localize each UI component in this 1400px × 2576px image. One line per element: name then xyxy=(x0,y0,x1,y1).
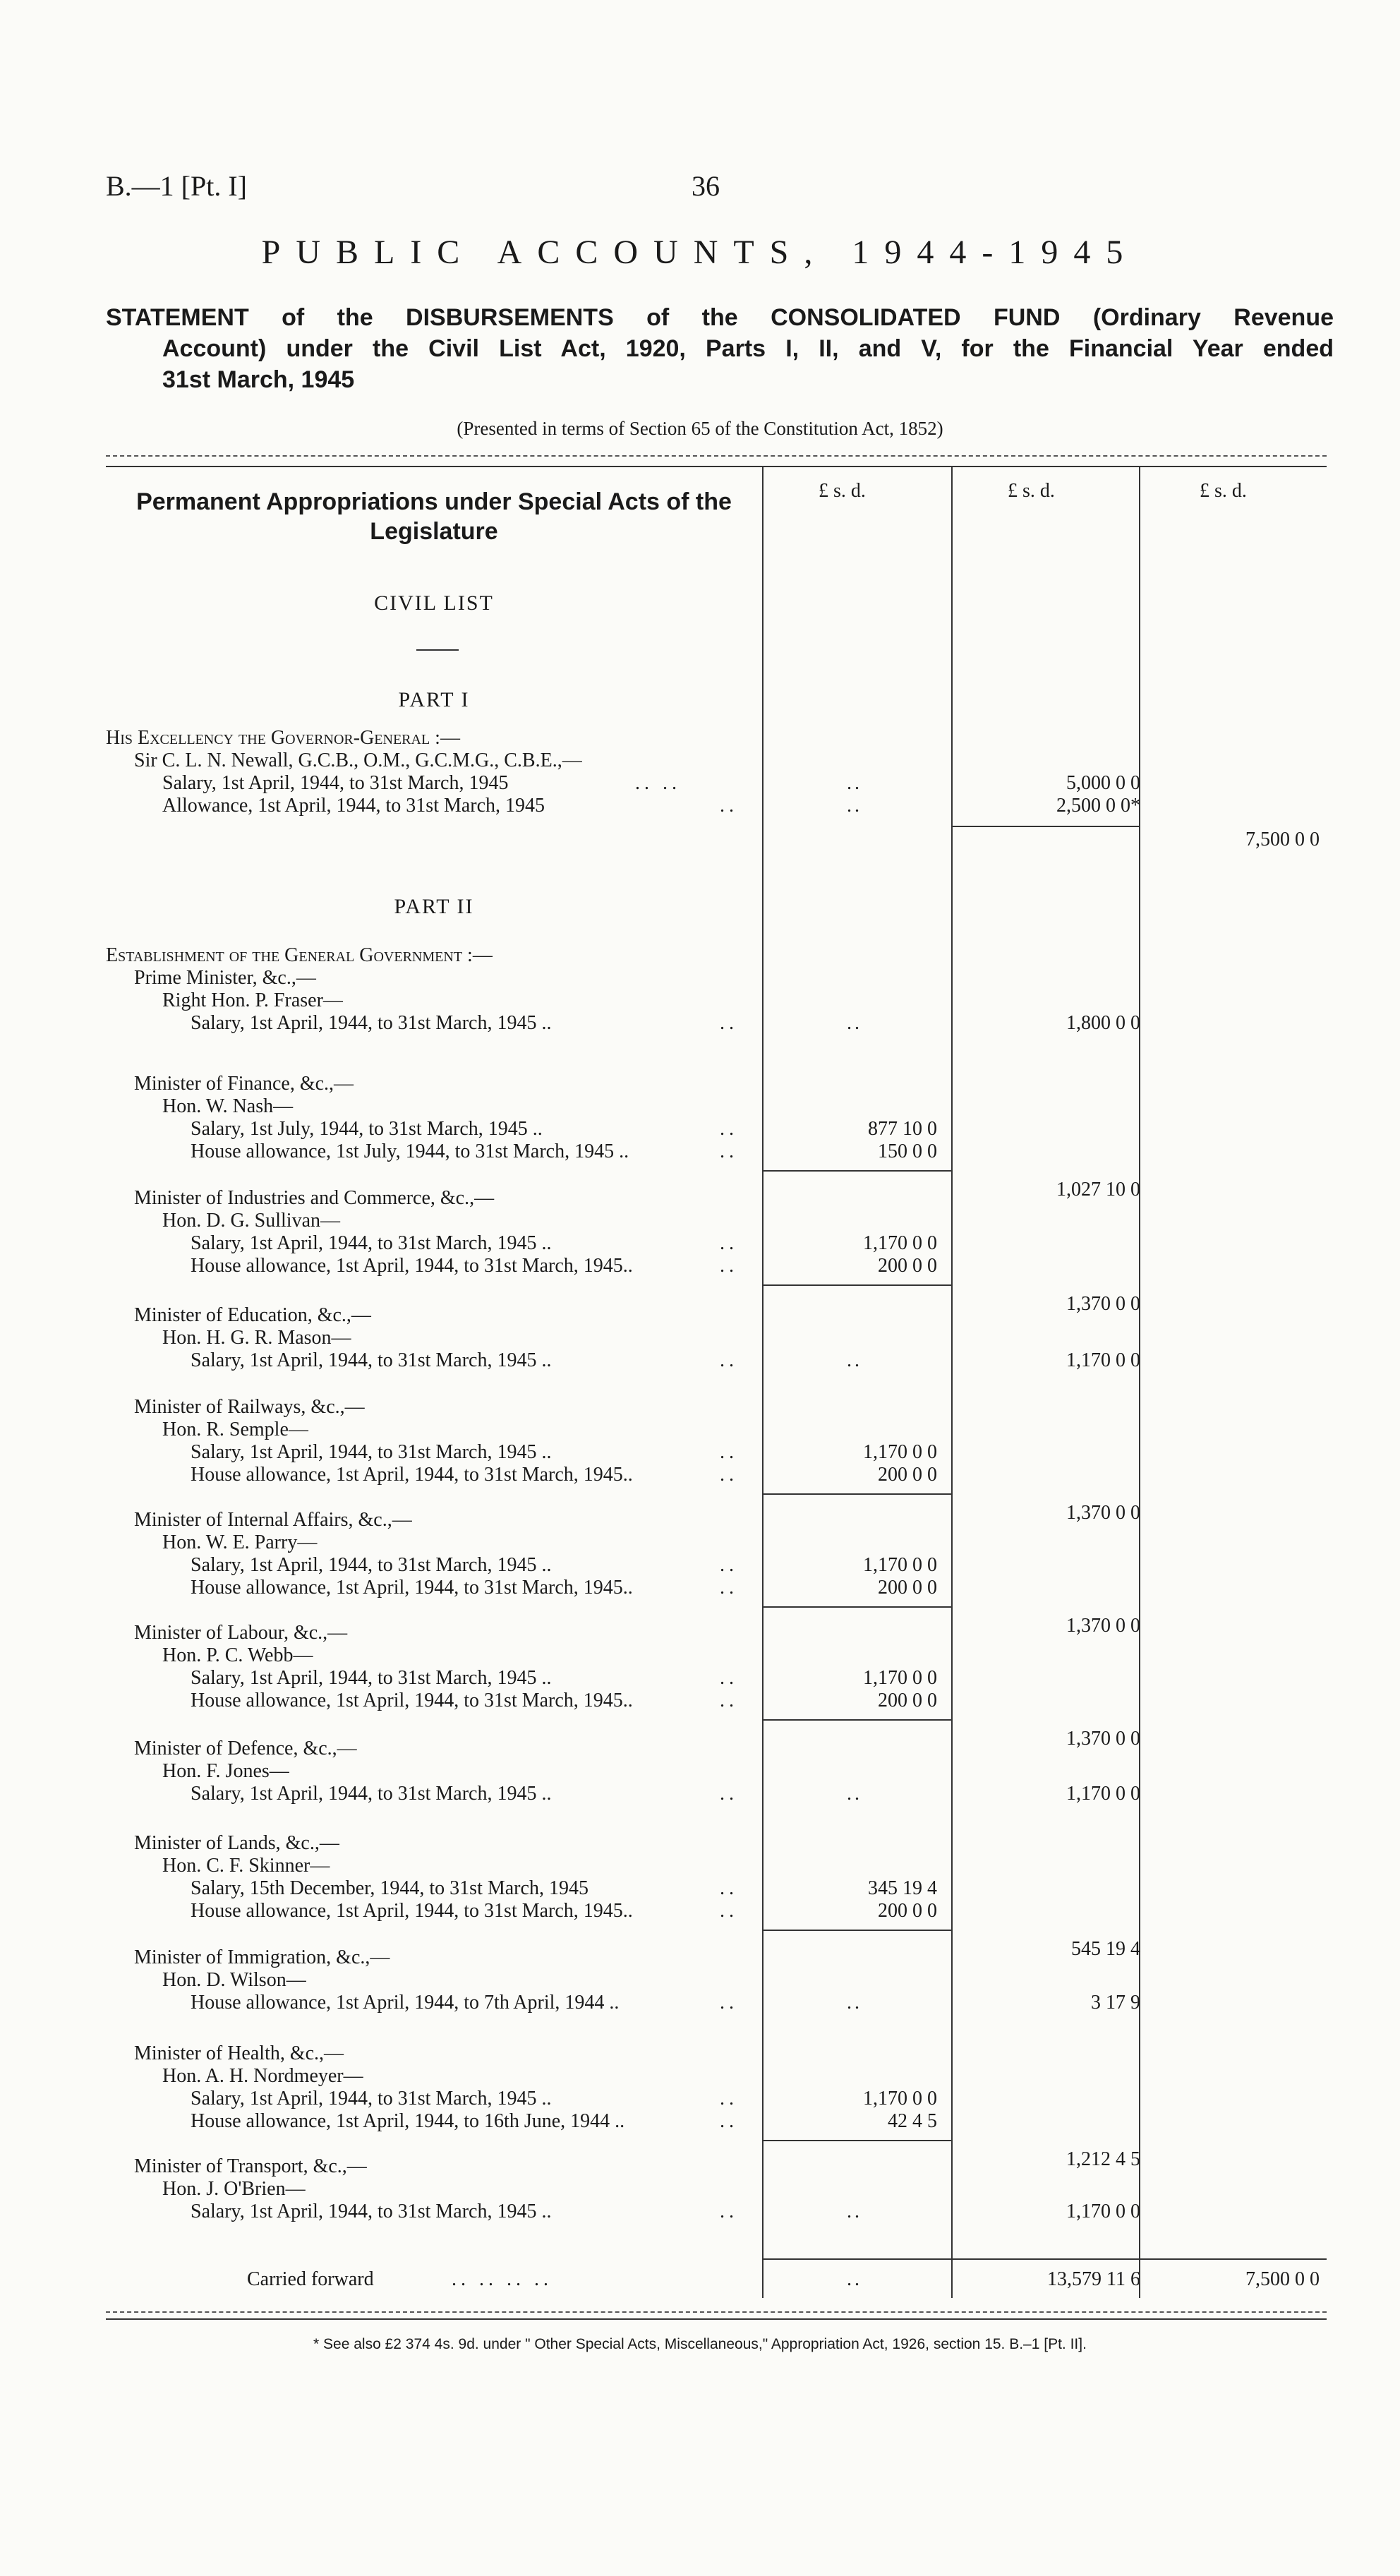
minister-office: Minister of Defence, &c.,— xyxy=(134,1738,357,1759)
leader-dots: .. xyxy=(720,2110,738,2132)
document-code: B.—1 [Pt. I] xyxy=(106,170,247,202)
column-divider xyxy=(762,2258,764,2298)
minister-office: Minister of Lands, &c.,— xyxy=(134,1832,339,1854)
minister-total: 1,370 0 0 xyxy=(1066,1728,1140,1750)
section-title: CIVIL LIST xyxy=(374,591,494,615)
minister-office: Prime Minister, &c.,— xyxy=(134,967,316,989)
item-amount: 200 0 0 xyxy=(878,1255,937,1277)
payment-description: House allowance, 1st April, 1944, to 16th June, 1944 .. xyxy=(191,2110,625,2132)
part-1-line-1: Salary, 1st April, 1944, to 31st March, 1945 xyxy=(162,772,509,794)
item-amount: 200 0 0 xyxy=(878,1577,937,1599)
section-rule xyxy=(416,649,459,651)
minister-total: 545 19 4 xyxy=(1071,1938,1140,1960)
payment-description: House allowance, 1st April, 1944, to 31st March, 1945.. xyxy=(191,1690,633,1711)
nil-marker: .. xyxy=(847,795,862,817)
payment-description: Salary, 1st April, 1944, to 31st March, 1945 .. xyxy=(191,2201,552,2222)
minister-office: Minister of Industries and Commerce, &c.,— xyxy=(134,1187,495,1209)
table-heading: Permanent Appropriations under Special Acts of the Legislature xyxy=(136,488,732,545)
minister-total: 3 17 9 xyxy=(1091,1992,1140,2014)
payment-description: Salary, 1st April, 1944, to 31st March, 1945 .. xyxy=(191,1783,552,1805)
item-amount: 1,170 0 0 xyxy=(863,1667,937,1689)
minister-name: Hon. J. O'Brien— xyxy=(162,2178,306,2200)
leader-dots: .. xyxy=(720,2088,738,2109)
leader-dots: .. .. xyxy=(635,772,681,794)
payment-description: House allowance, 1st April, 1944, to 31st March, 1945.. xyxy=(191,1464,633,1486)
table-bottom-rule-solid xyxy=(106,2318,1327,2320)
nil-marker: .. xyxy=(847,772,862,794)
minister-name: Hon. R. Semple— xyxy=(162,1419,308,1440)
item-amount: 200 0 0 xyxy=(878,1464,937,1486)
column-header-1: £ s. d. xyxy=(819,480,866,502)
minister-office: Minister of Immigration, &c.,— xyxy=(134,1946,390,1968)
minister-total: 1,370 0 0 xyxy=(1066,1502,1140,1524)
minister-name: Hon. D. G. Sullivan— xyxy=(162,1210,340,1232)
leader-dots: .. .. .. .. xyxy=(452,2268,553,2290)
minister-name: Hon. D. Wilson— xyxy=(162,1969,306,1991)
payment-description: House allowance, 1st April, 1944, to 31st March, 1945.. xyxy=(191,1900,633,1922)
item-amount: 877 10 0 xyxy=(868,1118,937,1140)
subtotal-rule xyxy=(762,1719,951,1721)
column-header-2: £ s. d. xyxy=(1008,480,1055,502)
leader-dots: .. xyxy=(720,1877,738,1899)
item-amount: 150 0 0 xyxy=(878,1140,937,1162)
subtotal-rule xyxy=(951,826,1139,827)
subtotal-rule xyxy=(762,1606,951,1608)
minister-total: 1,212 4 5 xyxy=(1066,2148,1140,2170)
minister-name: Hon. F. Jones— xyxy=(162,1760,289,1782)
subtotal-rule xyxy=(762,1284,951,1286)
item-amount: 200 0 0 xyxy=(878,1690,937,1711)
leader-dots: .. xyxy=(720,1349,738,1371)
footnote: * See also £2 374 4s. 9d. under " Other Special Acts, Miscellaneous," Appropriation Act, 1926, section 15. B.–1 [Pt. II]. xyxy=(313,2336,1087,2352)
leader-dots: .. xyxy=(720,1577,738,1599)
payment-description: House allowance, 1st April, 1944, to 7th April, 1944 .. xyxy=(191,1992,620,2014)
minister-name: Right Hon. P. Fraser— xyxy=(162,989,343,1011)
part-1-group: His Excellency the Governor-General :— xyxy=(106,727,460,749)
minister-name: Hon. C. F. Skinner— xyxy=(162,1855,330,1877)
table-bottom-rule xyxy=(106,2311,1327,2313)
item-amount: 42 4 5 xyxy=(888,2110,937,2132)
nil-marker: .. xyxy=(847,1783,862,1805)
minister-office: Minister of Labour, &c.,— xyxy=(134,1622,348,1644)
minister-total: 1,370 0 0 xyxy=(1066,1615,1140,1637)
minister-name: Hon. H. G. R. Mason— xyxy=(162,1327,351,1349)
payment-description: House allowance, 1st July, 1944, to 31st March, 1945 .. xyxy=(191,1140,629,1162)
payment-description: Salary, 1st April, 1944, to 31st March, 1945 .. xyxy=(191,2088,552,2109)
statement-line-1: STATEMENT of the DISBURSEMENTS of the CONSOLIDATED FUND (Ordinary Revenue xyxy=(106,304,1334,331)
table-top-rule xyxy=(106,455,1327,457)
statement-heading xyxy=(106,302,1334,395)
part-1-line-2: Allowance, 1st April, 1944, to 31st March, 1945 xyxy=(162,795,545,817)
part-1-title: PART I xyxy=(398,688,470,711)
payment-description: House allowance, 1st April, 1944, to 31st March, 1945.. xyxy=(191,1577,633,1599)
payment-description: Salary, 1st April, 1944, to 31st March, 1945 .. xyxy=(191,1667,552,1689)
leader-dots: .. xyxy=(720,1255,738,1277)
leader-dots: .. xyxy=(720,1464,738,1486)
leader-dots: .. xyxy=(720,1118,738,1140)
leader-dots: .. xyxy=(720,2201,738,2222)
carried-forward-col-2: 13,579 11 6 xyxy=(1047,2268,1140,2290)
part-1-person: Sir C. L. N. Newall, G.C.B., O.M., G.C.M.G., C.B.E.,— xyxy=(134,750,582,771)
minister-office: Minister of Education, &c.,— xyxy=(134,1304,371,1326)
nil-marker: .. xyxy=(847,1992,862,2014)
payment-description: Salary, 1st July, 1944, to 31st March, 1945 .. xyxy=(191,1118,543,1140)
minister-total: 1,170 0 0 xyxy=(1066,1783,1140,1805)
part-1-amount-1: 5,000 0 0 xyxy=(1066,772,1140,794)
minister-office: Minister of Railways, &c.,— xyxy=(134,1396,365,1418)
nil-marker: .. xyxy=(847,1012,862,1034)
payment-description: Salary, 1st April, 1944, to 31st March, 1945 .. xyxy=(191,1349,552,1371)
leader-dots: .. xyxy=(720,1140,738,1162)
payment-description: Salary, 1st April, 1944, to 31st March, 1945 .. xyxy=(191,1012,552,1034)
part-1-amount-2: 2,500 0 0* xyxy=(1056,795,1140,817)
leader-dots: .. xyxy=(720,1232,738,1254)
leader-dots: .. xyxy=(720,795,738,817)
column-divider xyxy=(1139,2258,1140,2298)
minister-office: Minister of Internal Affairs, &c.,— xyxy=(134,1509,412,1531)
carried-forward-col-1: .. xyxy=(847,2268,862,2290)
payment-description: Salary, 1st April, 1944, to 31st March, 1945 .. xyxy=(191,1232,552,1254)
minister-name: Hon. P. C. Webb— xyxy=(162,1644,313,1666)
minister-name: Hon. W. Nash— xyxy=(162,1095,294,1117)
payment-description: Salary, 1st April, 1944, to 31st March, 1945 .. xyxy=(191,1441,552,1463)
column-divider-1 xyxy=(762,466,764,2258)
leader-dots: .. xyxy=(720,1992,738,2014)
presented-note: (Presented in terms of Section 65 of the Constitution Act, 1852) xyxy=(457,418,943,439)
leader-dots: .. xyxy=(720,1690,738,1711)
minister-total: 1,170 0 0 xyxy=(1066,1349,1140,1371)
leader-dots: .. xyxy=(720,1667,738,1689)
column-header-3: £ s. d. xyxy=(1200,480,1247,502)
subtotal-rule xyxy=(762,2140,951,2141)
item-amount: 345 19 4 xyxy=(868,1877,937,1899)
carried-forward-col-3: 7,500 0 0 xyxy=(1245,2268,1320,2290)
column-divider-2 xyxy=(951,466,953,2258)
leader-dots: .. xyxy=(720,1441,738,1463)
subtotal-rule xyxy=(762,1930,951,1931)
table-top-rule-solid xyxy=(106,466,1327,467)
part-2-group: Establishment of the General Government :— xyxy=(106,944,493,966)
payment-description: House allowance, 1st April, 1944, to 31st March, 1945.. xyxy=(191,1255,633,1277)
column-divider xyxy=(951,2258,953,2298)
nil-marker: .. xyxy=(847,1349,862,1371)
subtotal-rule xyxy=(762,1170,951,1172)
item-amount: 1,170 0 0 xyxy=(863,1441,937,1463)
minister-name: Hon. A. H. Nordmeyer— xyxy=(162,2065,363,2087)
nil-marker: .. xyxy=(847,2201,862,2222)
statement-line-3: 31st March, 1945 xyxy=(162,366,355,393)
minister-office: Minister of Finance, &c.,— xyxy=(134,1073,354,1095)
subtotal-rule xyxy=(762,1493,951,1495)
minister-total: 1,370 0 0 xyxy=(1066,1293,1140,1315)
page-number: 36 xyxy=(692,170,720,202)
part-2-title: PART II xyxy=(394,895,474,918)
leader-dots: .. xyxy=(720,1900,738,1922)
minister-total: 1,800 0 0 xyxy=(1066,1012,1140,1034)
item-amount: 200 0 0 xyxy=(878,1900,937,1922)
item-amount: 1,170 0 0 xyxy=(863,1232,937,1254)
page-title: PUBLIC ACCOUNTS, 1944-1945 xyxy=(261,234,1139,271)
item-amount: 1,170 0 0 xyxy=(863,2088,937,2109)
minister-total: 1,027 10 0 xyxy=(1056,1179,1140,1200)
leader-dots: .. xyxy=(720,1783,738,1805)
payment-description: Salary, 15th December, 1944, to 31st March, 1945 xyxy=(191,1877,589,1899)
total-rule xyxy=(1139,2258,1327,2260)
payment-description: Salary, 1st April, 1944, to 31st March, 1945 .. xyxy=(191,1554,552,1576)
leader-dots: .. xyxy=(720,1554,738,1576)
minister-office: Minister of Health, &c.,— xyxy=(134,2042,344,2064)
carried-forward-label: Carried forward xyxy=(247,2268,374,2290)
total-rule xyxy=(951,2258,1139,2260)
item-amount: 1,170 0 0 xyxy=(863,1554,937,1576)
minister-office: Minister of Transport, &c.,— xyxy=(134,2155,367,2177)
minister-total: 1,170 0 0 xyxy=(1066,2201,1140,2222)
minister-name: Hon. W. E. Parry— xyxy=(162,1531,318,1553)
statement-line-2: Account) under the Civil List Act, 1920, Parts I, II, and V, for the Financial Year ended xyxy=(162,335,1334,362)
leader-dots: .. xyxy=(720,1012,738,1034)
total-rule xyxy=(762,2258,951,2260)
part-1-total: 7,500 0 0 xyxy=(1245,829,1320,850)
